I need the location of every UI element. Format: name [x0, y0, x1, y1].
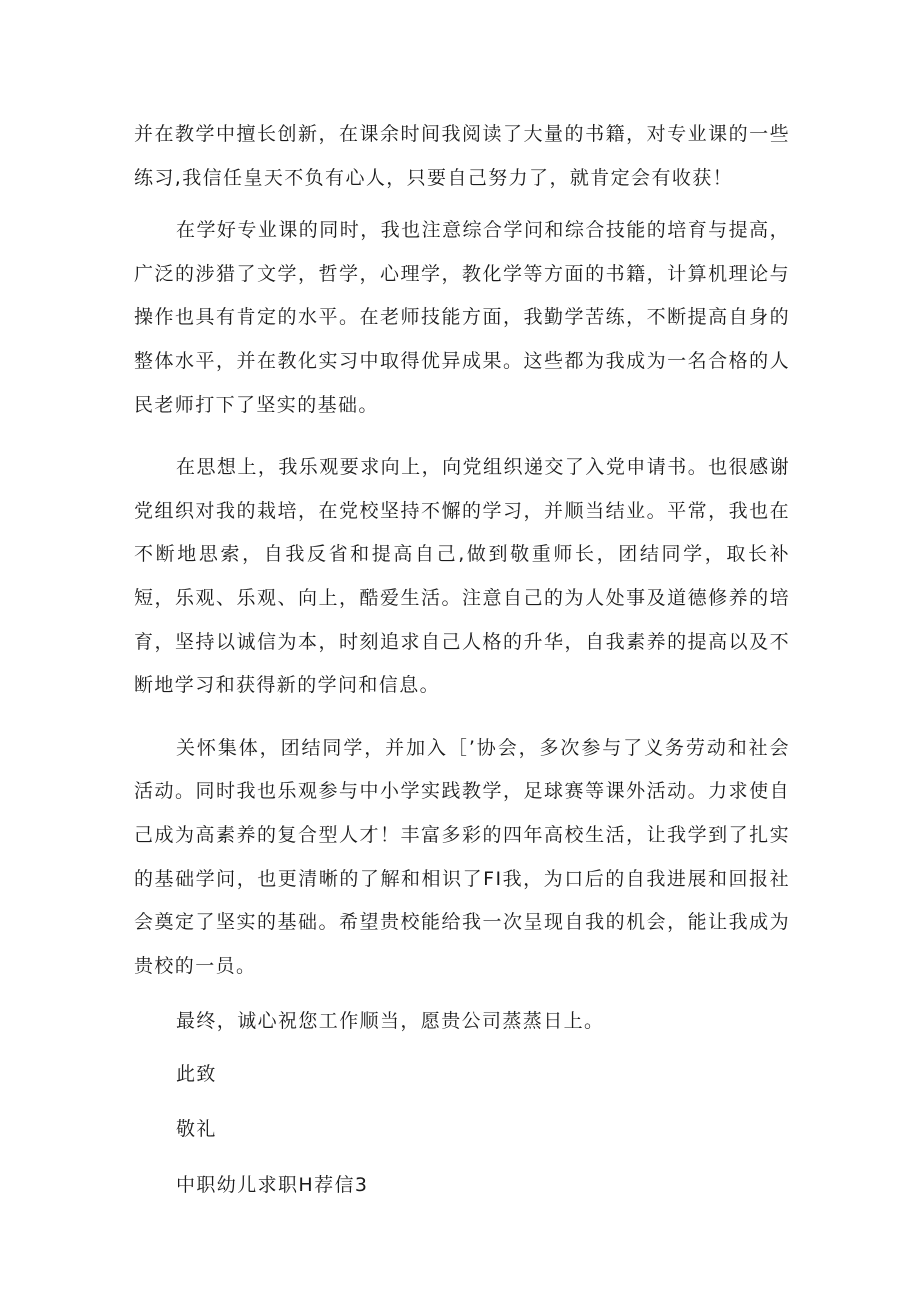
next-section-title: 中职幼儿求职H荐信3 — [176, 1174, 369, 1197]
paragraph-activities: 关怀集体，团结同学，并加入［’协会，多次参与了义务劳动和社会活动。同时我也乐观参与中小学实践教学，足球赛等课外活动。力求使自己成为高素养的复合型人才！丰富多彩的四年高校生活，让我学到了扎实的基础学问，也更清晰的了解和相识了FI我，为口后的自我进展和回报社会奠定了坚实的基础。希望贵校能给我一次呈现自我的机会，能让我成为贵校的一员。 — [134, 736, 790, 977]
document-body — [134, 113, 790, 1208]
paragraph-ideology: 在思想上，我乐观要求向上，向党组织递交了入党申请书。也很感谢党组织对我的栽培，在党校坚持不懈的学习，并顺当结业。平常，我也在不断地思索，自我反省和提高自己,做到敬重师长，团结同学，取长补短，乐观、乐观、向上，酷爱生活。注意自己的为人处事及道德修养的培育，坚持以诚信为本，时刻追求自己人格的升华，自我素养的提高以及不断地学习和获得新的学问和信息。 — [134, 456, 790, 697]
closing-wishes: 最终，诚心祝您工作顺当，愿贵公司蒸蒸日上。 — [176, 1010, 605, 1033]
paragraph-skills: 在学好专业课的同时，我也注意综合学问和综合技能的培育与提高，广泛的涉猎了文学，哲学，心理学，教化学等方面的书籍，计算机理论与操作也具有肯定的水平。在老师技能方面，我勤学苦练，不断提高自身的整体水平，并在教化实习中取得优异成果。这些都为我成为一名合格的人民老师打下了坚实的基础。 — [134, 219, 790, 416]
salutation-cizhi: 此致 — [176, 1062, 217, 1085]
salutation-jingli: 敬礼 — [176, 1118, 217, 1141]
paragraph-study-continuation: 并在教学中擅长创新，在课余时间我阅读了大量的书籍，对专业课的一些练习,我信任皇天不负有心人，只要自己努力了，就肯定会有收获！ — [134, 123, 790, 189]
